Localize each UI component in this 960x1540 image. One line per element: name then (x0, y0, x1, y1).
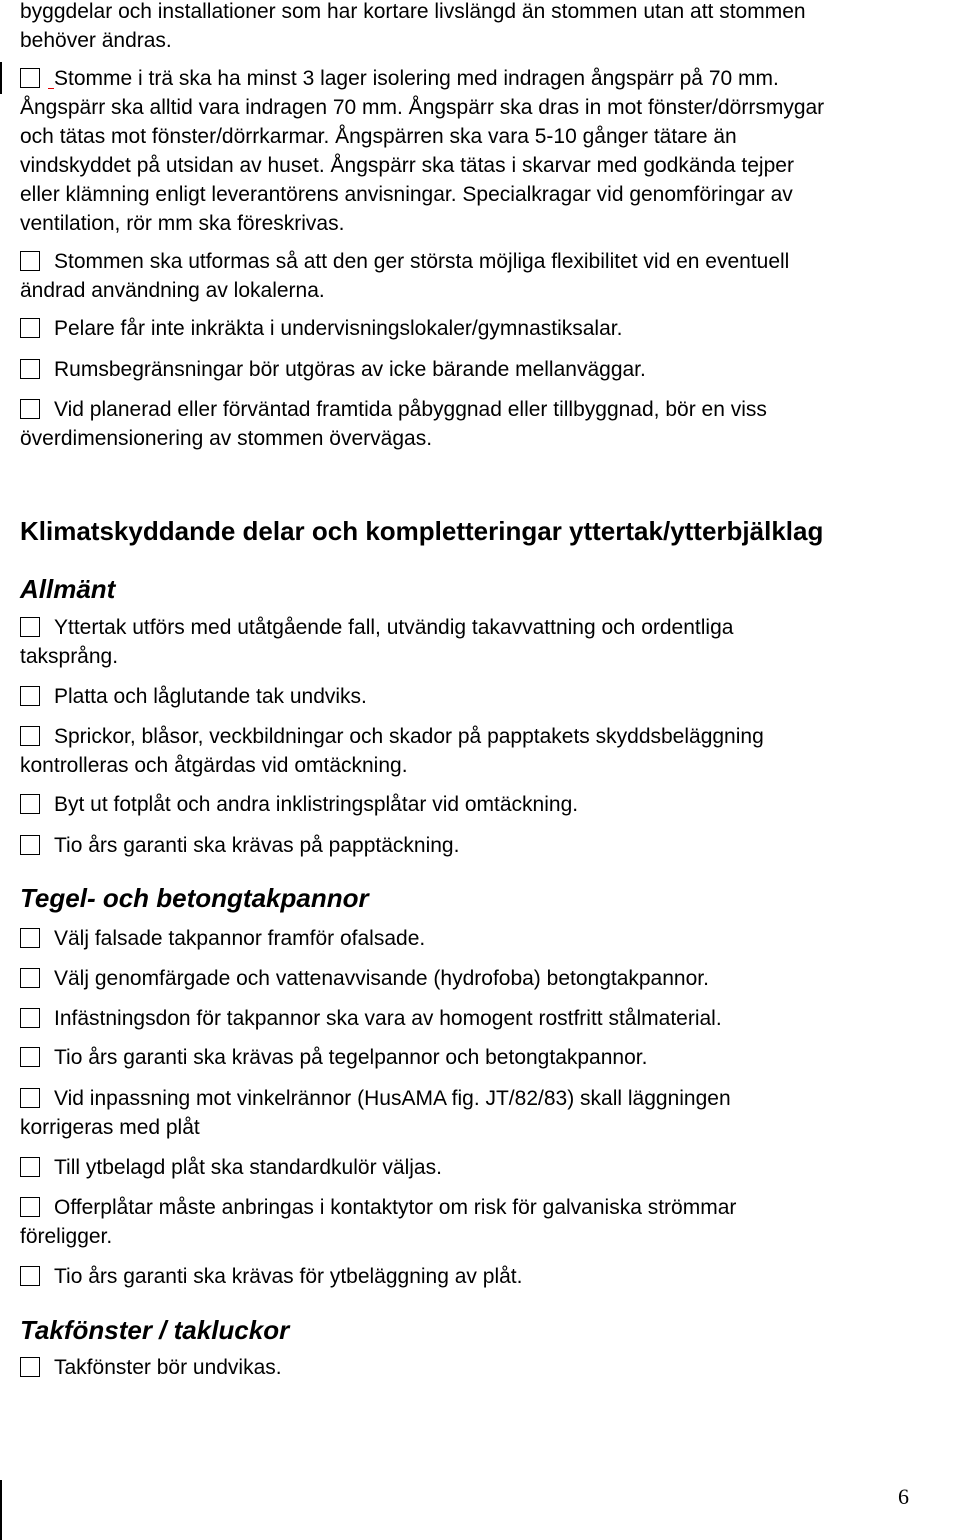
item-text: Takfönster bör undvikas. (54, 1356, 282, 1379)
checklist-item (20, 1153, 442, 1182)
item-text: föreligger. (20, 1225, 113, 1248)
item-text: kontrolleras och åtgärdas vid omtäckning. (20, 754, 408, 777)
checklist-item (20, 247, 789, 276)
checkbox[interactable] (20, 318, 40, 338)
checklist-item (20, 790, 578, 819)
item-text: Stommen ska utformas så att den ger största möjliga flexibilitet vid en eventuell (54, 250, 790, 273)
checklist-item (20, 682, 367, 711)
checkbox[interactable] (20, 399, 40, 419)
checkbox[interactable] (20, 1197, 40, 1217)
checklist-item (20, 314, 622, 343)
checklist-item (20, 355, 646, 384)
checklist-item (20, 1353, 282, 1382)
paragraph-line: behöver ändras. (20, 29, 172, 52)
item-text: ventilation, rör mm ska föreskrivas. (20, 212, 345, 235)
item-text: Till ytbelagd plåt ska standardkulör väljas. (54, 1156, 442, 1179)
checkbox[interactable] (20, 617, 40, 637)
checklist-item (20, 395, 767, 424)
item-text: Stomme i trä ska ha minst 3 lager isolering med indragen ångspärr på 70 mm. (54, 67, 779, 90)
subsection-heading: Allmänt (20, 574, 116, 604)
item-text: vindskyddet på utsidan av huset. Ångspärr ska tätas i skarvar med godkända tejper (20, 154, 794, 177)
checkbox[interactable] (20, 1157, 40, 1177)
item-text: Vid planerad eller förväntad framtida påbyggnad eller tillbyggnad, bör en viss (54, 398, 767, 421)
checklist-item (20, 1004, 722, 1033)
checkbox[interactable] (20, 1357, 40, 1377)
checkbox[interactable] (20, 1008, 40, 1028)
item-text: Offerplåtar måste anbringas i kontaktytor om risk för galvaniska strömmar (54, 1196, 737, 1219)
checkbox[interactable] (20, 68, 40, 88)
item-text: Välj falsade takpannor framför ofalsade. (54, 927, 426, 950)
item-text: överdimensionering av stommen övervägas. (20, 427, 433, 450)
subsection-heading: Tegel- och betongtakpannor (20, 883, 369, 913)
checkbox[interactable] (20, 968, 40, 988)
checklist-item (20, 1193, 736, 1222)
item-text: Tio års garanti ska krävas på tegelpannor och betongtakpannor. (54, 1046, 648, 1069)
paragraph-line: byggdelar och installationer som har kortare livslängd än stommen utan att stommen (20, 0, 806, 23)
checkbox[interactable] (20, 686, 40, 706)
item-text: Platta och låglutande tak undviks. (54, 685, 367, 708)
section-title: Klimatskyddande delar och kompletteringar yttertak/ytterbjälklag (20, 516, 824, 546)
checkbox[interactable] (20, 1088, 40, 1108)
checklist-item (20, 831, 459, 860)
checklist-item (20, 1043, 647, 1072)
item-text: Välj genomfärgade och vattenavvisande (hydrofoba) betongtakpannor. (54, 967, 709, 990)
item-text: eller klämning enligt leverantörens anvisningar. Specialkragar vid genomföringar av (20, 183, 793, 206)
checklist-item (20, 964, 709, 993)
checkbox[interactable] (20, 835, 40, 855)
revision-underline (48, 88, 54, 89)
item-text: taksprång. (20, 645, 119, 668)
checkbox[interactable] (20, 251, 40, 271)
item-text: Tio års garanti ska krävas på papptäckning. (54, 834, 460, 857)
item-text: ändrad användning av lokalerna. (20, 279, 325, 302)
item-text: Sprickor, blåsor, veckbildningar och skador på papptakets skyddsbeläggning (54, 725, 764, 748)
checklist-item (20, 1262, 522, 1291)
item-text: och tätas mot fönster/dörrkarmar. Ångspärren ska vara 5-10 gånger tätare än (20, 125, 737, 148)
item-text: Tio års garanti ska krävas för ytbeläggning av plåt. (54, 1265, 523, 1288)
checkbox[interactable] (20, 1047, 40, 1067)
checkbox[interactable] (20, 928, 40, 948)
checklist-item (20, 924, 425, 953)
item-text: Yttertak utförs med utåtgående fall, utvändig takavvattning och ordentliga (54, 616, 734, 639)
checkbox[interactable] (20, 726, 40, 746)
checklist-item (20, 1084, 731, 1113)
item-text: Vid inpassning mot vinkelrännor (HusAMA fig. JT/82/83) skall läggningen (54, 1087, 731, 1110)
item-text: Rumsbegränsningar bör utgöras av icke bärande mellanväggar. (54, 358, 646, 381)
subsection-heading: Takfönster / takluckor (20, 1315, 290, 1345)
checklist-item (20, 722, 764, 751)
checkbox[interactable] (20, 1266, 40, 1286)
item-text: Ångspärr ska alltid vara indragen 70 mm. Ångspärr ska dras in mot fönster/dörrsmygar (20, 96, 825, 119)
change-bar (0, 62, 2, 94)
item-text: korrigeras med plåt (20, 1116, 200, 1139)
checklist-item (20, 64, 779, 93)
item-text: Infästningsdon för takpannor ska vara av homogent rostfritt stålmaterial. (54, 1007, 722, 1030)
checklist-item (20, 613, 733, 642)
change-bar (0, 1480, 2, 1540)
page-number: 6 (898, 1484, 909, 1509)
item-text: Pelare får inte inkräkta i undervisningslokaler/gymnastiksalar. (54, 317, 623, 340)
checkbox[interactable] (20, 359, 40, 379)
checkbox[interactable] (20, 794, 40, 814)
item-text: Byt ut fotplåt och andra inklistringsplåtar vid omtäckning. (54, 793, 579, 816)
